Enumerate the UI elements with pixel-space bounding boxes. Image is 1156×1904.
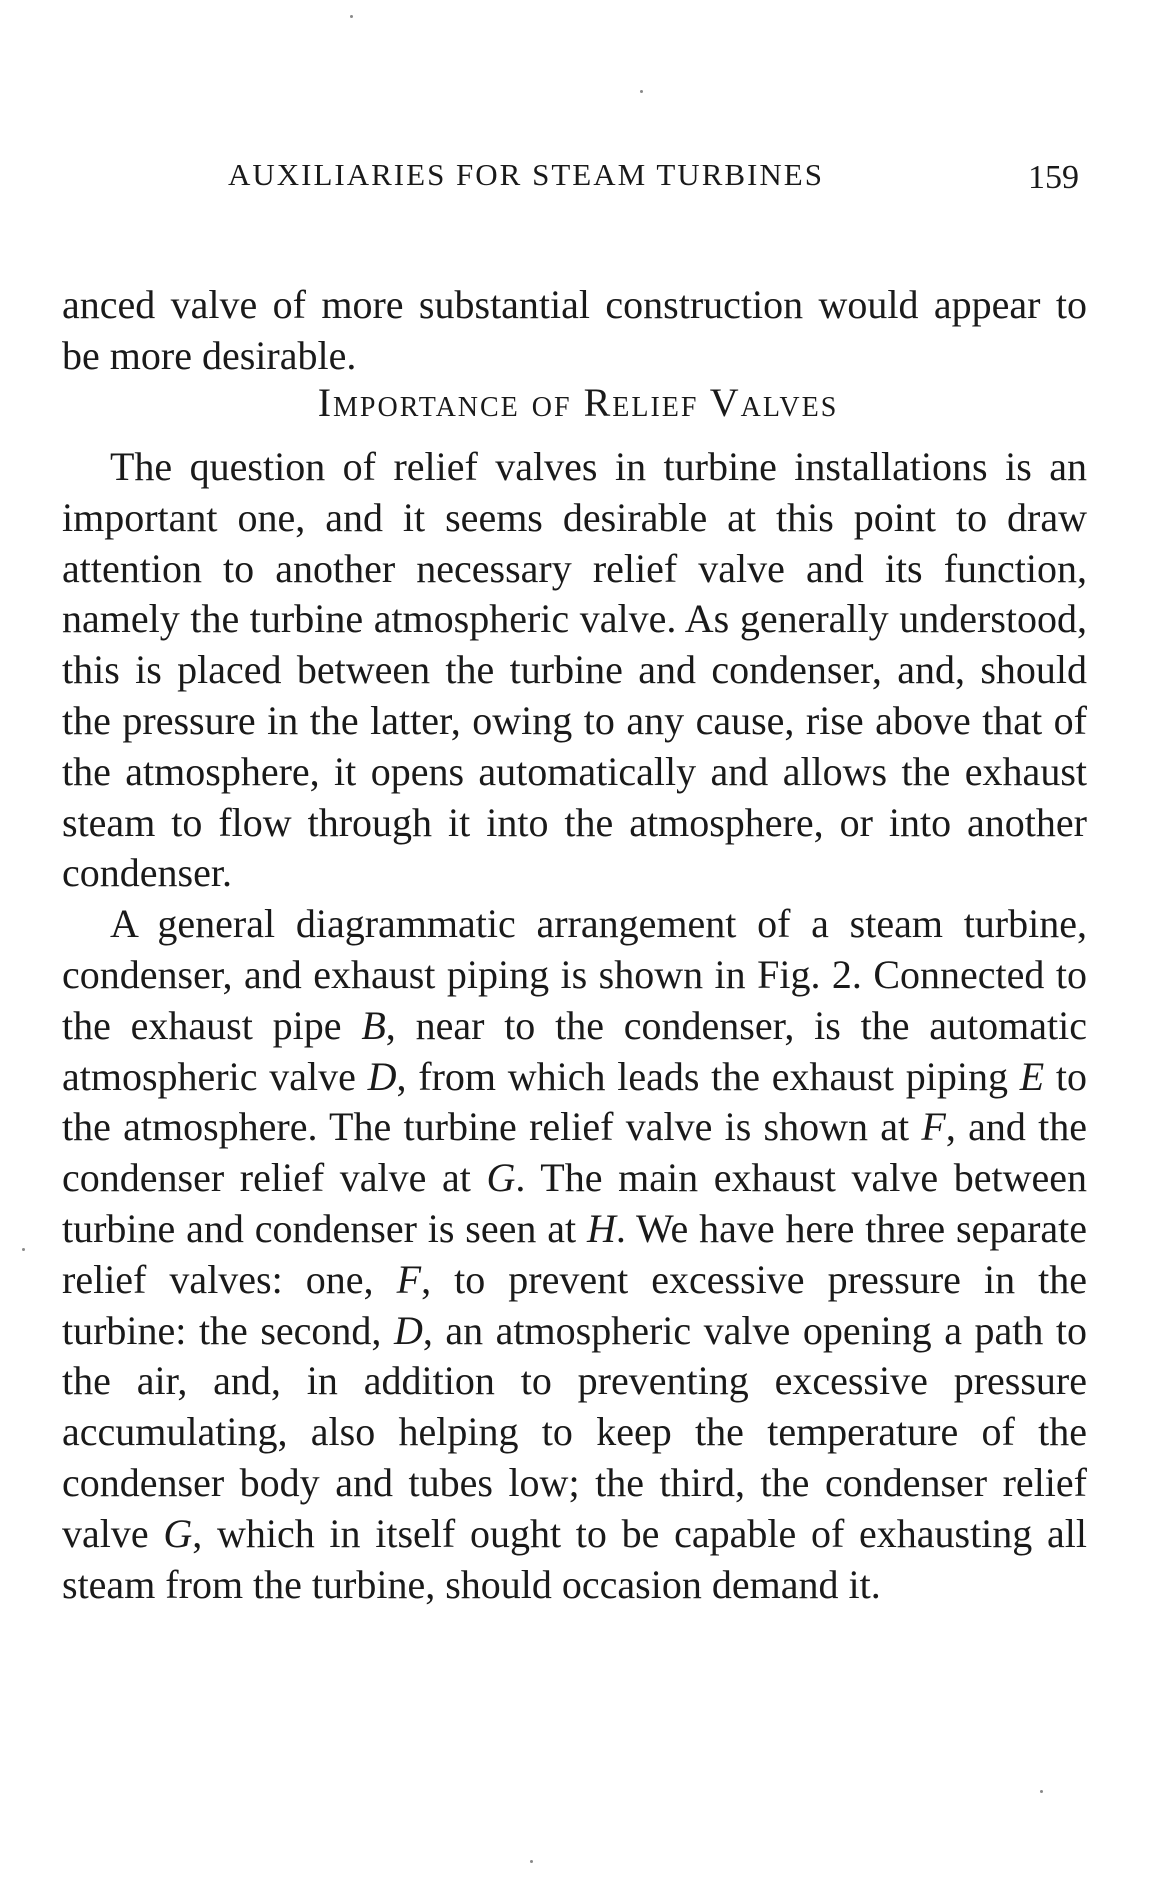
section-body — [62, 442, 1087, 1610]
label-f-second: F — [396, 1256, 422, 1302]
p2-text-7: . We have here three separate relief valves: one, — [62, 1205, 1088, 1302]
p2-text-6: . The main exhaust valve between turbine and condenser is seen at — [62, 1155, 1088, 1251]
p2-text-2: , near to the condenser, is the automatic atmospheric valve — [62, 1002, 1087, 1099]
p2-text-5: , and the condenser relief valve at — [62, 1104, 1087, 1201]
paper-speck — [1040, 1790, 1043, 1793]
running-head-title: AUXILIARIES FOR STEAM TURBINES — [228, 157, 824, 192]
p2-text-10: , which in itself ought to be capable of exhausting all steam from the turbine, should occasion demand it. — [62, 1510, 1087, 1607]
label-e: E — [1019, 1053, 1045, 1099]
p2-text-8: , to prevent excessive pressure in the turbine: the second, — [62, 1256, 1088, 1353]
p2-text-9: , an atmospheric valve opening a path to the air, and, in addition to preventing excessive pressure accumulating, also helping to keep the temperature of the condenser body and tubes low; the third, the condenser relief valve — [62, 1307, 1088, 1556]
label-g: G — [486, 1155, 516, 1201]
label-g-second: G — [163, 1510, 193, 1556]
label-d-second: D — [393, 1307, 423, 1353]
paragraph-diagram-arrangement — [62, 899, 1087, 1610]
label-f: F — [921, 1104, 946, 1150]
continuation-text: anced valve of more substantial construction would appear to be more desirable. — [62, 282, 1087, 378]
paper-speck — [530, 1860, 533, 1863]
p2-text-4: to the atmosphere. The turbine relief valve is shown at — [62, 1053, 1087, 1150]
paper-speck — [640, 90, 643, 93]
p2-text-3: , from which leads the exhaust piping — [396, 1053, 1020, 1099]
page-number: 159 — [1028, 159, 1079, 196]
label-d: D — [367, 1053, 397, 1099]
paragraph-relief-valves: The question of relief valves in turbine installations is an important one, and it seems desirable at this point to draw attention to another necessary relief valve and its function, namely the turbine atmospheric valve. As generally understood, this is placed between the turbine and condenser, and, should the pressure in the latter, owing to any cause, rise above that of the atmosphere, it opens automatically and allows the exhaust steam to flow through it into the atmosphere, or into another condenser. — [62, 444, 1087, 896]
p2-text-1: A general diagrammatic arrangement of a steam turbine, condenser, and exhaust piping is shown in Fig. 2. Connected to the exhaust pipe — [62, 901, 1087, 1048]
label-b: B — [361, 1002, 386, 1048]
paper-speck — [350, 15, 353, 18]
section-heading: Importance of Relief Valves — [317, 380, 839, 425]
paper-speck — [22, 1248, 25, 1251]
label-h: H — [586, 1205, 616, 1251]
